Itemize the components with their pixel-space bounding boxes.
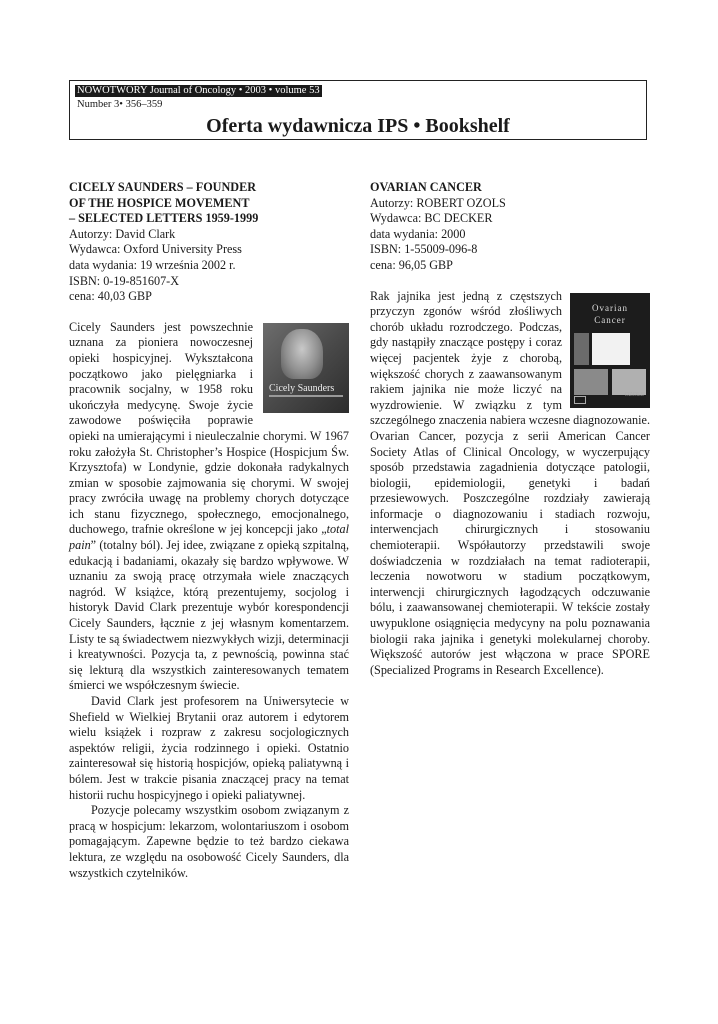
book-date: data wydania: 2000 [370,226,466,241]
book-title-line: OF THE HOSPICE MOVEMENT [69,195,250,210]
issue-number: Number 3• 356–359 [77,99,163,110]
cover-image-panel [574,333,589,365]
cover-image-panel [592,333,630,365]
recommendation-paragraph: Pozycje polecamy wszystkim osobom związanym z pracą w hospicjum: lekarzom, wolontariuszom i osobom pomagającym. Zapewne będzie to też bardzo ciekawa lektura, ze względu na osobowość Cicely Saunders, dla wszystkich czytelników. [69,803,349,880]
book-authors: Autorzy: David Clark [69,226,176,241]
book-price: cena: 40,03 GBP [69,289,152,304]
book-publisher: Wydawca: BC DECKER [370,211,493,226]
book-isbn: ISBN: 0-19-851607-X [69,273,180,288]
book-title-line: OVARIAN CANCER [370,180,482,194]
book-isbn: ISBN: 1-55009-096-8 [370,242,478,257]
page-title: Oferta wydawnicza IPS • Bookshelf [206,115,510,137]
cover-image-panel [574,369,608,395]
cover-title: Cicely Saunders [269,382,335,394]
portrait-icon [281,329,323,379]
publisher-logo-icon [574,396,586,404]
emphasis-total-pain: total pain [69,522,349,553]
cover-author: OZOLS [624,391,644,398]
cover-title: Ovarian [592,302,628,313]
book-authors: Autorzy: ROBERT OZOLS [370,195,506,210]
author-description: David Clark jest profesorem na Uniwersytecie w Shefield w Wielkiej Brytanii oraz autorem i edytorem wielu książek i rozpraw z zakresu socjologicznych aspektów religii, życia rodzinnego i opieki. Ostatnio zainteresował się historią hospicjów, opieką paliatywną i bólem. Jest w trakcie pisania znaczącej pracy na temat historii ruchu hospicyjnego i opieki paliatywnej. [69,694,349,802]
book-date: data wydania: 19 września 2002 r. [69,257,236,272]
book-price: cena: 96,05 GBP [370,257,453,272]
right-column [370,180,650,678]
book-description: Cicely Saunders jest powszechnie uznana za pioniera nowoczesnej opieki hospicyjnej. Wykształcona początkowo jako pielęgniarka i pracownik socjalny, w 1958 roku ukończyła medycynę. Swoje życie zawodowe poświęciła poprawie opieki na umierającymi i nieuleczalnie chorymi. W 1967 roku założyła St. Christopher’s Hospice (Hospicjum Św. Krzysztofa) w Londynie, gdzie dokonała radykalnych zmian w sposobie zajmowania się chorymi. W swojej pracy zwróciła uwagę na problemy chorych dotyczące ich stanu fizycznego, społecznego, emocjonalnego, duchowego, trafnie określone w jej koncepcji jako „total pain” (totalny ból). Jej idee, związane z opieką szpitalną, edukacją i badaniami, okazały się bardzo wpływowe. W uznaniu za swoją pracę otrzymała wiele znaczących nagród. W książce, którą prezentujemy, socjolog i historyk David Clark prezentuje wybór korespondencji Cicely Saunders, łącznie z jej własnym komentarzem. Listy te są świadectwem niezwykłych wizji, determinacji i kreatywności. Pozycja ta, z pewnością, powinna stać się lekturą dla wszystkich zainteresowanych tematem śmierci we współczesnym świecie. [69,319,349,693]
book-title-line: CICELY SAUNDERS – FOUNDER [69,180,257,194]
book-cover-portrait-icon [263,323,349,413]
book-publisher: Wydawca: Oxford University Press [69,242,242,257]
book-title-line: – SELECTED LETTERS 1959-1999 [69,211,259,226]
book-cover-ovarian-icon [570,293,650,408]
cover-title: Cancer [594,314,626,325]
journal-name: NOWOTWORY Journal of Oncology • 2003 • volume 53 [77,85,320,96]
left-column [69,180,349,881]
cover-subtitle-bar [269,395,343,397]
book-description: Rak jajnika jest jedną z częstszych przyczyn zgonów wśród złośliwych chorób układu rozrodczego. Podczas, gdy nastąpiły znaczące postępy i coraz więcej pacjentek żyje z chorobą, większość chorych z zaawansowanym rakiem jajnika nie może liczyć na wyzdrowienie. W związku z tym szczególnego znaczenia nabiera wczesne diagnozowanie. Ovarian Cancer, pozycja z serii American Cancer Society Atlas of Clinical Oncology, w wyczerpujący sposób przedstawia zagadnienia dotyczące patologii, biologii, epidemiologii, genetyki i badań przesiewowych. Poszczególne rozdziały zawierają informacje o diagnozowaniu i stadiach rozwoju, interwencjach chirurgicznych i stosowaniu chemioterapii. Współautorzy przedstawili swoje doświadczenia w rozdziałach na temat radioterapii, leczenia nowotworu w stadium początkowym, interwencji chirurgicznych łagodzących odczuwanie bólu, i zaawansowanej chemioterapii. W tekście zostały uwypuklone osiągnięcia medycyny na polu poznawania biologii raka jajnika i genetyki molekularnej choroby. Większość autorów jest włączona w prace SPORE (Specialized Programs in Research Excellence). [370,288,650,677]
journal-header [69,80,647,140]
